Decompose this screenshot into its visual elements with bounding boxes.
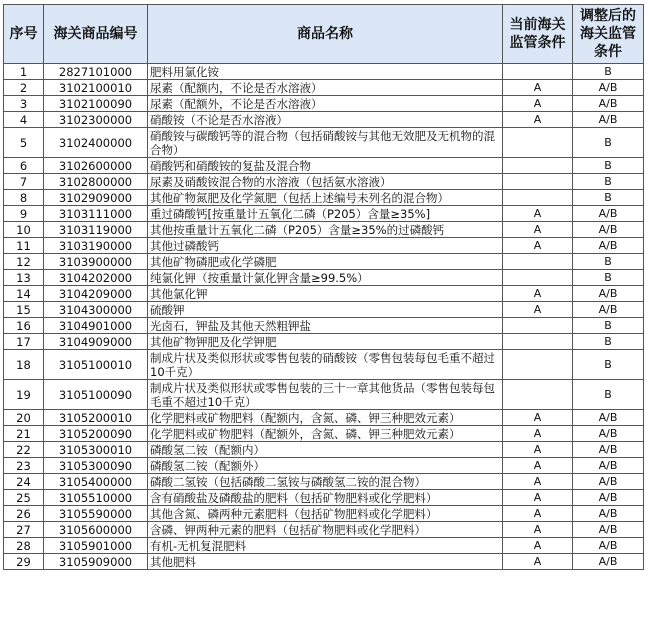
table-row (4, 128, 644, 158)
current-condition-cell: A (503, 522, 573, 538)
table-row (4, 350, 644, 380)
product-name-cell: 光卤石，钾盐及其他天然粗钾盐 (148, 318, 503, 334)
serial-no-cell: 21 (4, 426, 44, 442)
table-row (4, 538, 644, 554)
product-name-cell: 化学肥料或矿物肥料（配额外，含氮、磷、钾三种肥效元素） (148, 426, 503, 442)
current-condition-cell: A (503, 490, 573, 506)
customs-code-cell: 3102909000 (44, 190, 148, 206)
current-condition-cell: A (503, 458, 573, 474)
serial-no-cell: 20 (4, 410, 44, 426)
product-name-cell: 尿素（配额内，不论是否水溶液） (148, 80, 503, 96)
serial-no-cell: 27 (4, 522, 44, 538)
adjusted-condition-cell: B (573, 350, 644, 380)
serial-no-cell: 3 (4, 96, 44, 112)
current-condition-cell: A (503, 474, 573, 490)
product-name-cell: 化学肥料或矿物肥料（配额内，含氮、磷、钾三种肥效元素） (148, 410, 503, 426)
product-name-cell: 肥料用氯化铵 (148, 64, 503, 80)
adjusted-condition-cell: A/B (573, 206, 644, 222)
adjusted-condition-cell: A/B (573, 238, 644, 254)
product-name-cell: 磷酸氢二铵（配额内） (148, 442, 503, 458)
current-condition-cell: A (503, 238, 573, 254)
serial-no-cell: 15 (4, 302, 44, 318)
current-condition-cell (503, 64, 573, 80)
serial-no-cell: 11 (4, 238, 44, 254)
customs-code-cell: 3103111000 (44, 206, 148, 222)
serial-no-cell: 18 (4, 350, 44, 380)
customs-code-cell: 3103190000 (44, 238, 148, 254)
adjusted-condition-cell: A/B (573, 80, 644, 96)
product-name-cell: 其他过磷酸钙 (148, 238, 503, 254)
customs-code-cell: 3105100010 (44, 350, 148, 380)
customs-code-cell: 3104209000 (44, 286, 148, 302)
customs-code-cell: 3102300000 (44, 112, 148, 128)
adjusted-condition-cell: A/B (573, 522, 644, 538)
adjusted-condition-cell: B (573, 64, 644, 80)
table-row (4, 318, 644, 334)
header-serial-no: 序号 (4, 5, 44, 64)
current-condition-cell (503, 350, 573, 380)
customs-code-cell: 3104909000 (44, 334, 148, 350)
current-condition-cell: A (503, 538, 573, 554)
serial-no-cell: 4 (4, 112, 44, 128)
table-row (4, 254, 644, 270)
serial-no-cell: 16 (4, 318, 44, 334)
customs-code-cell: 3104202000 (44, 270, 148, 286)
table-row (4, 410, 644, 426)
customs-code-cell: 3103119000 (44, 222, 148, 238)
product-name-cell: 重过磷酸钙[按重量计五氧化二磷（P205）含量≥35%] (148, 206, 503, 222)
current-condition-cell (503, 128, 573, 158)
customs-code-cell: 3105200010 (44, 410, 148, 426)
product-name-cell: 含磷、钾两种元素的肥料（包括矿物肥料或化学肥料） (148, 522, 503, 538)
product-name-cell: 纯氯化钾（按重量计氯化钾含量≥99.5%） (148, 270, 503, 286)
serial-no-cell: 19 (4, 380, 44, 410)
table-row (4, 286, 644, 302)
table-row (4, 442, 644, 458)
table-row (4, 474, 644, 490)
current-condition-cell: A (503, 222, 573, 238)
table-row (4, 458, 644, 474)
customs-code-cell: 3105909000 (44, 554, 148, 570)
table-row (4, 380, 644, 410)
current-condition-cell: A (503, 206, 573, 222)
customs-code-cell: 3105400000 (44, 474, 148, 490)
customs-regulation-table (3, 4, 644, 570)
regulation-table-container (3, 4, 643, 570)
table-row (4, 80, 644, 96)
current-condition-cell (503, 380, 573, 410)
serial-no-cell: 28 (4, 538, 44, 554)
serial-no-cell: 12 (4, 254, 44, 270)
table-row (4, 222, 644, 238)
customs-code-cell: 3102400000 (44, 128, 148, 158)
current-condition-cell: A (503, 80, 573, 96)
table-row (4, 334, 644, 350)
product-name-cell: 硝酸铵（不论是否水溶液） (148, 112, 503, 128)
table-row (4, 302, 644, 318)
table-row (4, 270, 644, 286)
customs-code-cell: 3102100010 (44, 80, 148, 96)
current-condition-cell (503, 174, 573, 190)
adjusted-condition-cell: A/B (573, 442, 644, 458)
adjusted-condition-cell: A/B (573, 490, 644, 506)
product-name-cell: 硫酸钾 (148, 302, 503, 318)
table-row (4, 190, 644, 206)
customs-code-cell: 3105901000 (44, 538, 148, 554)
current-condition-cell: A (503, 442, 573, 458)
adjusted-condition-cell: B (573, 254, 644, 270)
current-condition-cell (503, 158, 573, 174)
current-condition-cell: A (503, 410, 573, 426)
adjusted-condition-cell: A/B (573, 506, 644, 522)
serial-no-cell: 8 (4, 190, 44, 206)
adjusted-condition-cell: B (573, 318, 644, 334)
product-name-cell: 其他按重量计五氧化二磷（P205）含量≥35%的过磷酸钙 (148, 222, 503, 238)
customs-code-cell: 3102800000 (44, 174, 148, 190)
header-product-name: 商品名称 (148, 5, 503, 64)
adjusted-condition-cell: A/B (573, 554, 644, 570)
header-current-condition: 当前海关监管条件 (503, 5, 573, 64)
customs-code-cell: 3105510000 (44, 490, 148, 506)
table-row (4, 112, 644, 128)
serial-no-cell: 17 (4, 334, 44, 350)
adjusted-condition-cell: A/B (573, 222, 644, 238)
adjusted-condition-cell: B (573, 380, 644, 410)
current-condition-cell: A (503, 426, 573, 442)
product-name-cell: 其他氯化钾 (148, 286, 503, 302)
customs-code-cell: 3105600000 (44, 522, 148, 538)
current-condition-cell: A (503, 96, 573, 112)
header-customs-code: 海关商品编号 (44, 5, 148, 64)
product-name-cell: 制成片状及类似形状或零售包装的硝酸铵（零售包装每包毛重不超过10千克） (148, 350, 503, 380)
header-adjusted-condition: 调整后的海关监管条件 (573, 5, 644, 64)
adjusted-condition-cell: B (573, 174, 644, 190)
adjusted-condition-cell: A/B (573, 96, 644, 112)
current-condition-cell: A (503, 286, 573, 302)
serial-no-cell: 5 (4, 128, 44, 158)
table-row (4, 158, 644, 174)
product-name-cell: 制成片状及类似形状或零售包装的三十一章其他货品（零售包装每包毛重不超过10千克） (148, 380, 503, 410)
adjusted-condition-cell: A/B (573, 538, 644, 554)
serial-no-cell: 13 (4, 270, 44, 286)
current-condition-cell: A (503, 506, 573, 522)
table-row (4, 554, 644, 570)
adjusted-condition-cell: A/B (573, 302, 644, 318)
customs-code-cell: 3105200090 (44, 426, 148, 442)
table-row (4, 206, 644, 222)
serial-no-cell: 9 (4, 206, 44, 222)
current-condition-cell (503, 318, 573, 334)
serial-no-cell: 2 (4, 80, 44, 96)
product-name-cell: 其他矿物磷肥或化学磷肥 (148, 254, 503, 270)
customs-code-cell: 3105300090 (44, 458, 148, 474)
adjusted-condition-cell: B (573, 334, 644, 350)
product-name-cell: 尿素（配额外，不论是否水溶液） (148, 96, 503, 112)
adjusted-condition-cell: B (573, 270, 644, 286)
current-condition-cell (503, 190, 573, 206)
current-condition-cell (503, 254, 573, 270)
serial-no-cell: 7 (4, 174, 44, 190)
customs-code-cell: 3105590000 (44, 506, 148, 522)
serial-no-cell: 29 (4, 554, 44, 570)
product-name-cell: 硝酸钙和硝酸铵的复盐及混合物 (148, 158, 503, 174)
product-name-cell: 其他肥料 (148, 554, 503, 570)
product-name-cell: 含有硝酸盐及磷酸盐的肥料（包括矿物肥料或化学肥料） (148, 490, 503, 506)
serial-no-cell: 22 (4, 442, 44, 458)
customs-code-cell: 3104300000 (44, 302, 148, 318)
serial-no-cell: 26 (4, 506, 44, 522)
table-row (4, 174, 644, 190)
product-name-cell: 其他矿物钾肥及化学钾肥 (148, 334, 503, 350)
table-row (4, 64, 644, 80)
product-name-cell: 磷酸二氢铵（包括磷酸二氢铵与磷酸氢二铵的混合物） (148, 474, 503, 490)
product-name-cell: 其他矿物氮肥及化学氮肥（包括上述编号未列名的混合物） (148, 190, 503, 206)
serial-no-cell: 23 (4, 458, 44, 474)
current-condition-cell (503, 334, 573, 350)
product-name-cell: 尿素及硝酸铵混合物的水溶液（包括氨水溶液） (148, 174, 503, 190)
current-condition-cell (503, 270, 573, 286)
serial-no-cell: 25 (4, 490, 44, 506)
product-name-cell: 硝酸铵与碳酸钙等的混合物（包括硝酸铵与其他无效肥及无机物的混合物） (148, 128, 503, 158)
product-name-cell: 磷酸氢二铵（配额外） (148, 458, 503, 474)
customs-code-cell: 3105300010 (44, 442, 148, 458)
adjusted-condition-cell: B (573, 128, 644, 158)
table-row (4, 96, 644, 112)
customs-code-cell: 3105100090 (44, 380, 148, 410)
customs-code-cell: 3102600000 (44, 158, 148, 174)
customs-code-cell: 3103900000 (44, 254, 148, 270)
table-row (4, 490, 644, 506)
product-name-cell: 其他含氮、磷两种元素肥料（包括矿物肥料或化学肥料） (148, 506, 503, 522)
adjusted-condition-cell: A/B (573, 410, 644, 426)
adjusted-condition-cell: A/B (573, 286, 644, 302)
table-row (4, 522, 644, 538)
serial-no-cell: 6 (4, 158, 44, 174)
serial-no-cell: 10 (4, 222, 44, 238)
serial-no-cell: 1 (4, 64, 44, 80)
adjusted-condition-cell: A/B (573, 458, 644, 474)
table-row (4, 426, 644, 442)
customs-code-cell: 2827101000 (44, 64, 148, 80)
current-condition-cell: A (503, 554, 573, 570)
table-body (4, 64, 644, 570)
customs-code-cell: 3104901000 (44, 318, 148, 334)
adjusted-condition-cell: A/B (573, 474, 644, 490)
adjusted-condition-cell: B (573, 158, 644, 174)
table-row (4, 506, 644, 522)
adjusted-condition-cell: A/B (573, 112, 644, 128)
current-condition-cell: A (503, 112, 573, 128)
adjusted-condition-cell: B (573, 190, 644, 206)
current-condition-cell: A (503, 302, 573, 318)
customs-code-cell: 3102100090 (44, 96, 148, 112)
adjusted-condition-cell: A/B (573, 426, 644, 442)
serial-no-cell: 14 (4, 286, 44, 302)
product-name-cell: 有机-无机复混肥料 (148, 538, 503, 554)
table-row (4, 238, 644, 254)
serial-no-cell: 24 (4, 474, 44, 490)
table-header-row (4, 5, 644, 64)
